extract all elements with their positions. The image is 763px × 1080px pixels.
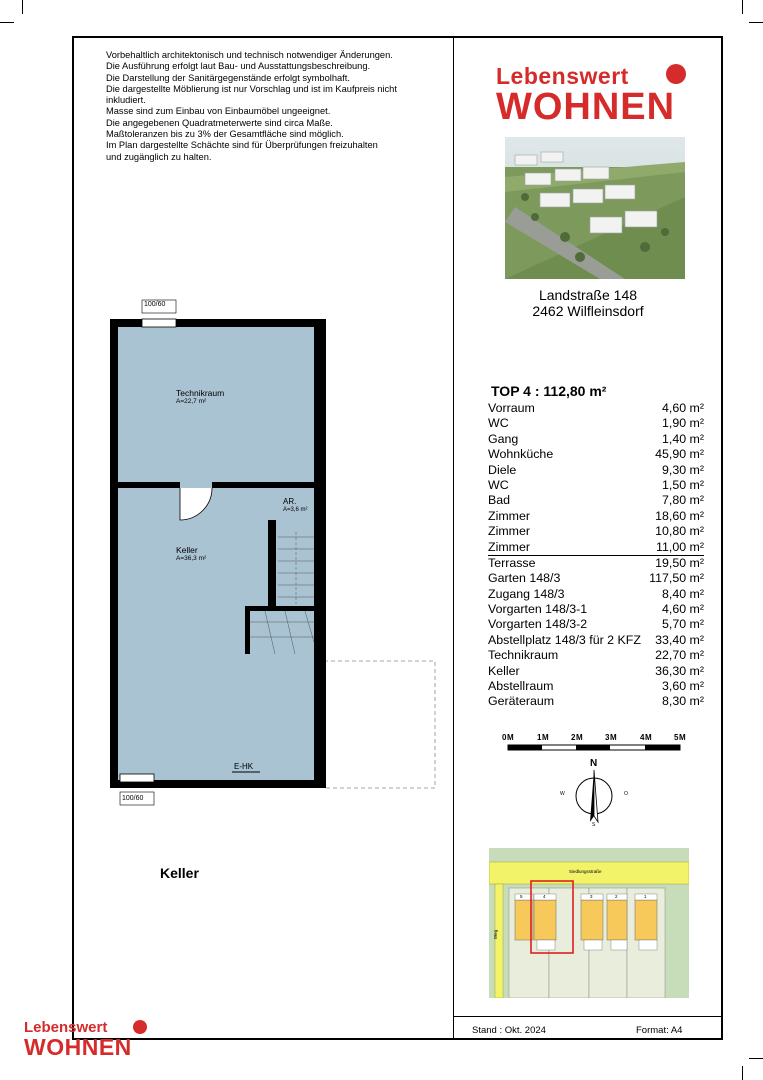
disclaimer-line: Masse sind zum Einbau von Einbaumöbel ungeeignet.	[106, 106, 331, 117]
room-name: Keller	[488, 663, 520, 678]
room-row	[488, 633, 704, 648]
site-street-label: Siedlungsstraße	[569, 869, 602, 874]
disclaimer-line: Die Darstellung der Sanitärgegenstände erfolgt symbolhaft.	[106, 72, 350, 83]
site-unit-label: 1	[644, 894, 647, 899]
brand-line2: WOHNEN	[496, 86, 676, 128]
brand-line1-bottom: Lebenswert	[24, 1019, 108, 1036]
window-label-top: 100/60	[144, 301, 166, 308]
room-name: WC	[488, 416, 509, 431]
room-list	[488, 401, 704, 710]
room-area-ar: A=3,6 m²	[283, 507, 308, 513]
room-area: 4,60 m²	[661, 602, 704, 617]
room-name-technikraum: Technikraum	[176, 388, 225, 398]
room-name: Zimmer	[488, 524, 530, 539]
compass-east: O	[624, 791, 628, 797]
room-row	[488, 447, 704, 462]
room-row	[488, 416, 704, 431]
aerial-photo	[505, 137, 685, 279]
room-name: Zimmer	[488, 508, 530, 523]
window-label-bottom: 100/60	[122, 795, 144, 802]
room-row	[488, 571, 704, 586]
room-area: 117,50 m²	[649, 571, 704, 586]
address-city: 2462 Wilfleinsdorf	[532, 303, 644, 319]
site-unit-label: 5	[520, 894, 523, 899]
room-row	[488, 556, 704, 571]
room-name: Vorgarten 148/3-2	[488, 617, 588, 632]
scale-bar	[500, 733, 696, 755]
disclaimer-line: und zugänglich zu halten.	[106, 151, 212, 162]
room-area: 18,60 m²	[655, 508, 704, 523]
room-row	[488, 540, 704, 556]
site-unit-label: 4	[543, 894, 546, 899]
sheet-divider	[453, 37, 454, 1039]
site-unit-label: 3	[590, 894, 593, 899]
site-weg-label: Weg	[493, 929, 499, 940]
disclaimer-line: Vorbehaltlich architektonisch und technisch notwendiger Änderungen.	[106, 50, 393, 60]
compass-icon	[556, 758, 632, 830]
room-name: Terrasse	[488, 555, 536, 570]
room-row	[488, 694, 704, 709]
room-area: 9,30 m²	[661, 462, 704, 477]
room-name: Geräteraum	[488, 694, 555, 709]
scale-label: 1M	[537, 733, 550, 742]
room-name: Zugang 148/3	[488, 586, 565, 601]
room-row	[488, 587, 704, 602]
room-row	[488, 524, 704, 539]
unit-title: TOP 4 : 112,80 m²	[491, 383, 607, 399]
disclaimer-line: Maßtoleranzen bis zu 3% der Gesamtfläche sind möglich.	[106, 129, 344, 140]
room-area: 33,40 m²	[655, 632, 704, 647]
compass-west: W	[560, 791, 565, 797]
room-area: 45,90 m²	[655, 447, 704, 462]
room-area: 8,30 m²	[661, 694, 704, 709]
room-name: Vorgarten 148/3-1	[488, 602, 588, 617]
crop-mark-tr	[742, 0, 743, 14]
disclaimer-line: Die dargestellte Möblierung ist nur Vorschlag und ist im Kaufpreis nicht	[106, 83, 397, 94]
disclaimer-line: Im Plan dargestellte Schächte sind für Überprüfungen freizuhalten	[106, 140, 378, 151]
brand-line1: Lebenswert	[496, 63, 629, 89]
room-area: 11,00 m²	[656, 539, 704, 554]
compass-south: S	[592, 822, 596, 828]
room-area-technikraum: A=22,7 m²	[176, 398, 207, 405]
room-area: 1,40 m²	[661, 431, 704, 446]
crop-mark-tl	[22, 0, 23, 14]
scale-label: 0M	[502, 733, 515, 742]
address-street: Landstraße 148	[538, 287, 638, 303]
room-name-keller: Keller	[176, 545, 198, 555]
compass-north: N	[590, 758, 598, 769]
room-row	[488, 401, 704, 416]
crop-mark-br	[742, 1066, 743, 1080]
scale-label: 2M	[571, 733, 584, 742]
paper-format: Format: A4	[636, 1025, 683, 1036]
disclaimer-line: inkludiert.	[106, 95, 146, 106]
room-name: Diele	[488, 462, 517, 477]
scale-label: 4M	[640, 733, 653, 742]
room-row	[488, 648, 704, 663]
room-row	[488, 664, 704, 679]
disclaimer	[106, 50, 441, 163]
room-name: Vorraum	[488, 401, 535, 415]
stand-date: Stand : Okt. 2024	[472, 1025, 546, 1036]
room-row	[488, 432, 704, 447]
room-name: Zimmer	[488, 539, 530, 554]
room-area: 4,60 m²	[661, 401, 704, 415]
room-area: 10,80 m²	[655, 524, 704, 539]
site-plan	[489, 848, 689, 998]
brand-logo-bottom	[24, 1020, 132, 1059]
room-name: Garten 148/3	[488, 571, 561, 586]
room-area-keller: A=36,3 m²	[176, 555, 207, 562]
room-name: Abstellplatz 148/3 für 2 KFZ	[488, 632, 641, 647]
room-name: Gang	[488, 431, 519, 446]
floor-plan	[100, 292, 445, 812]
room-row	[488, 478, 704, 493]
scale-label: 3M	[605, 733, 618, 742]
room-area: 3,60 m²	[661, 679, 704, 694]
room-area: 5,70 m²	[661, 617, 704, 632]
floor-label: Keller	[160, 865, 199, 881]
scale-label: 5M	[674, 733, 687, 742]
brand-line2-bottom: WOHNEN	[24, 1034, 132, 1060]
room-row	[488, 602, 704, 617]
ehk-label: E-HK	[234, 762, 254, 771]
room-area: 36,30 m²	[655, 663, 704, 678]
crop-mark-tl-h	[0, 22, 14, 23]
room-area: 19,50 m²	[655, 555, 704, 570]
room-row	[488, 617, 704, 632]
seal-icon-bottom	[133, 1020, 147, 1034]
disclaimer-line: Die Ausführung erfolgt laut Bau- und Ausstattungsbeschreibung.	[106, 61, 371, 72]
room-area: 8,40 m²	[661, 586, 704, 601]
room-area: 22,70 m²	[655, 648, 704, 663]
room-area: 1,50 m²	[661, 477, 704, 492]
room-row	[488, 493, 704, 508]
room-name-ar: AR.	[283, 497, 297, 506]
room-row	[488, 463, 704, 478]
room-name: Technikraum	[488, 648, 559, 663]
room-name: Bad	[488, 493, 511, 508]
disclaimer-line: Die angegebenen Quadratmeterwerte sind circa Maße.	[106, 117, 333, 128]
room-name: WC	[488, 477, 509, 492]
site-unit-label: 2	[615, 894, 618, 899]
room-name: Abstellraum	[488, 679, 554, 694]
room-area: 7,80 m²	[661, 493, 704, 508]
brand-logo	[496, 64, 675, 126]
footer-divider	[454, 1016, 722, 1017]
crop-mark-br-h	[749, 1058, 763, 1059]
room-area: 1,90 m²	[661, 416, 704, 431]
room-row	[488, 679, 704, 694]
room-name: Wohnküche	[488, 447, 554, 462]
seal-icon	[666, 64, 686, 84]
crop-mark-tr-h	[749, 22, 763, 23]
room-row	[488, 509, 704, 524]
